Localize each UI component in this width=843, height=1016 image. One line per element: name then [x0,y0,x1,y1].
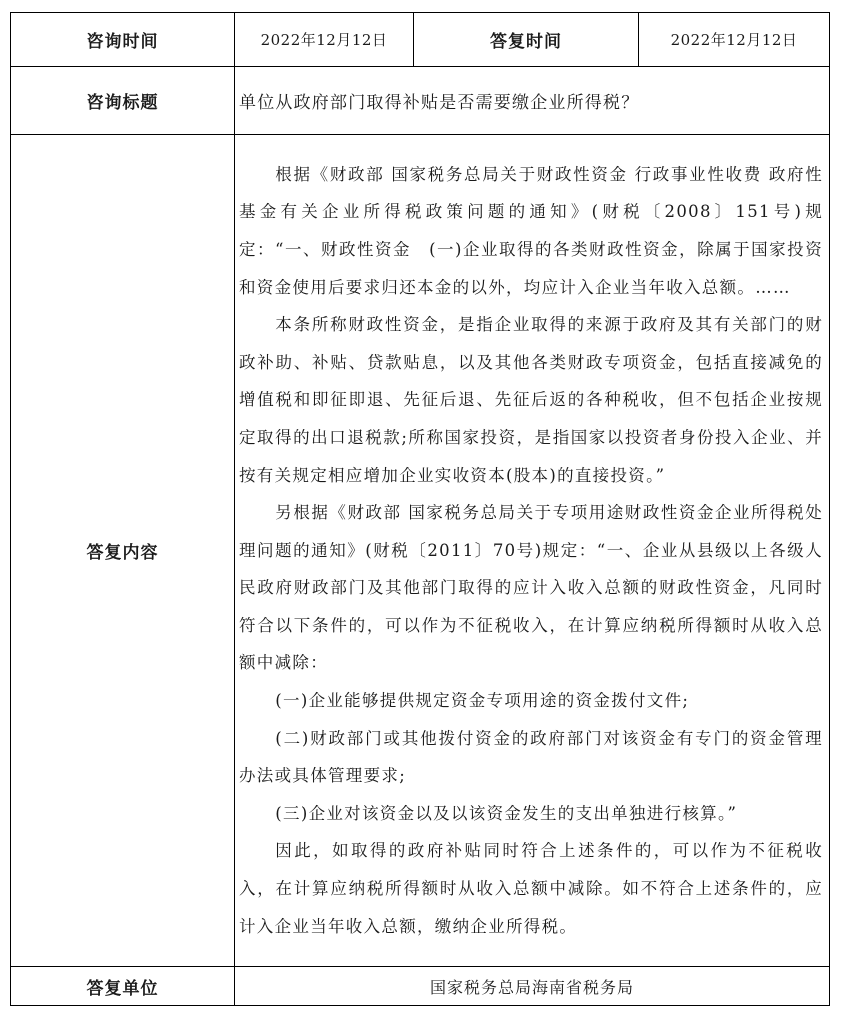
consultation-table [10,12,830,1006]
unit-row [11,967,830,1006]
reply-label: 答复内容 [11,135,235,967]
reply-paragraph: 本条所称财政性资金，是指企业取得的来源于政府及其有关部门的财政补助、补贴、贷款贴息，以及其他各类财政专项资金，包括直接减免的增值税和即征即退、先征后退、先征后返的各种税收，但不包括企业按规定取得的出口退税款;所称国家投资，是指国家以投资者身份投入企业、并按有关规定相应增加企业实收资本(股本)的直接投资。” [239,315,823,485]
reply-content [235,135,830,967]
reply-paragraph: 根据《财政部 国家税务总局关于财政性资金 行政事业性收费 政府性基金有关企业所得税政策问题的通知》(财税〔2008〕151号)规定：“一、财政性资金 (一)企业取得的各类财政性资金，除属于国家投资和资金使用后要求归还本金的以外，均应计入企业当年收入总额。…… [239,164,823,297]
consult-time-label: 咨询时间 [11,13,235,67]
question-text: 单位从政府部门取得补贴是否需要缴企业所得税？ [235,67,830,135]
reply-paragraph: 另根据《财政部 国家税务总局关于专项用途财政性资金企业所得税处理问题的通知》(财税〔2011〕70号)规定：“一、企业从县级以上各级人民政府财政部门及其他部门取得的应计入收入总额的财政性资金，凡同时符合以下条件的，可以作为不征税收入，在计算应纳税所得额时从收入总额中减除： [239,503,823,673]
reply-paragraph: (一)企业能够提供规定资金专项用途的资金拨付文件; [275,691,690,711]
header-row [11,13,830,67]
question-row [11,67,830,135]
reply-time-label: 答复时间 [414,13,639,67]
reply-paragraph: (三)企业对该资金以及以该资金发生的支出单独进行核算。” [275,803,738,823]
reply-row [11,135,830,967]
reply-paragraph: 因此，如取得的政府补贴同时符合上述条件的，可以作为不征税收入，在计算应纳税所得额时从收入总额中减除。如不符合上述条件的，应计入企业当年收入总额，缴纳企业所得税。 [239,841,823,936]
unit-value: 国家税务总局海南省税务局 [235,967,830,1006]
reply-paragraph: (二)财政部门或其他拨付资金的政府部门对该资金有专门的资金管理办法或具体管理要求; [239,728,823,786]
consult-time-value: 2022年12月12日 [235,13,414,67]
unit-label: 答复单位 [11,967,235,1006]
reply-time-value: 2022年12月12日 [639,13,830,67]
question-label: 咨询标题 [11,67,235,135]
